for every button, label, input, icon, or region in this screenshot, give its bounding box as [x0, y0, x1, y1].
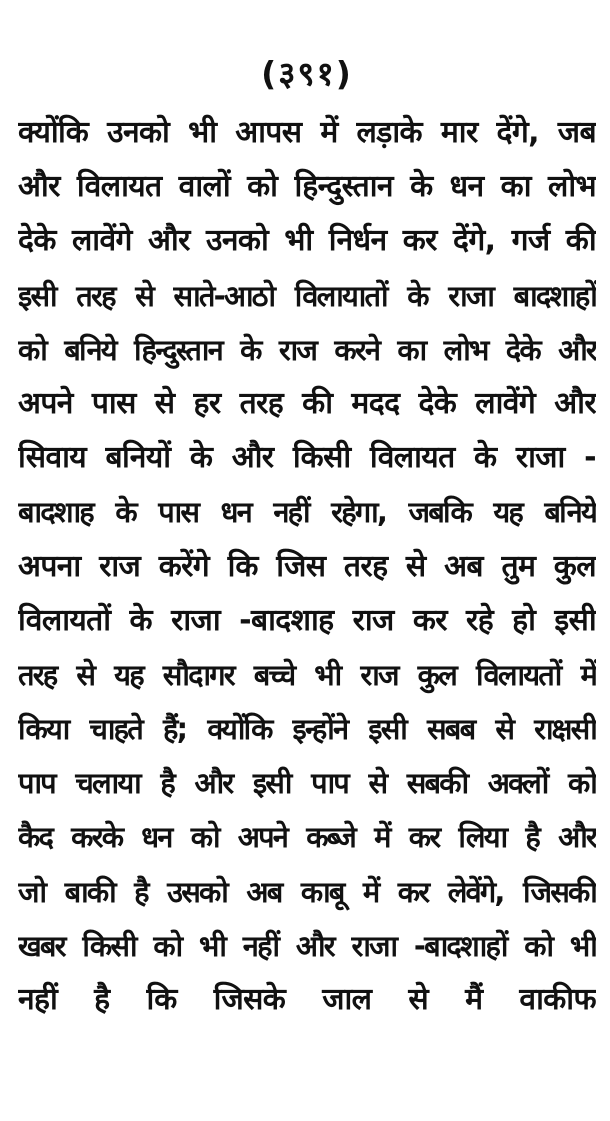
text-line-5: को बनिये हिन्दुस्तान के राज करने का लोभ देके और [18, 332, 596, 367]
text-line-2: और विलायत वालों को हिन्दुस्तान के धन का लोभ [18, 169, 596, 205]
text-line-11: तरह से यह सौदागर बच्चे भी राज कुल विलायतों में [18, 657, 596, 692]
text-line-9: अपना राज करेंगे कि जिस तरह से अब तुम कुल [18, 548, 596, 584]
text-line-1: क्योंकि उनको भी आपस में लड़ाके मार देंगे, जब [18, 115, 596, 150]
text-line-13: पाप चलाया है और इसी पाप से सबकी अक्लों को [18, 766, 596, 801]
text-line-8: बादशाह के पास धन नहीं रहेगा, जबकि यह बनिये [18, 495, 596, 530]
page-number: (३९१) [261, 54, 353, 93]
text-line-3: देके लावेंगे और उनको भी निर्धन कर देंगे, गर्ज की [18, 223, 596, 259]
text-line-4: इसी तरह से साते-आठो विलायातों के राजा बादशाहों [18, 278, 596, 313]
text-line-15: जो बाकी है उसको अब काबू में कर लेवेंगे, जिसकी [18, 874, 596, 909]
text-line-7: सिवाय बनियों के और किसी विलायत के राजा - [18, 440, 596, 476]
text-line-6: अपने पास से हर तरह की मदद देके लावेंगे और [18, 385, 596, 421]
text-line-16: खबर किसी को भी नहीं और राजा -बादशाहों को भी [18, 928, 596, 963]
text-line-14: कैद करके धन को अपने कब्जे में कर लिया है और [18, 820, 596, 855]
body-text [18, 106, 596, 1027]
text-line-17: नहीं है कि जिसके जाल से मैं वाकीफ [18, 982, 596, 1017]
text-line-12: किया चाहते हैं; क्योंकि इन्होंने इसी सबब से राक्षसी [18, 712, 596, 747]
text-line-10: विलायतों के राजा -बादशाह राज कर रहे हो इसी [18, 602, 596, 638]
